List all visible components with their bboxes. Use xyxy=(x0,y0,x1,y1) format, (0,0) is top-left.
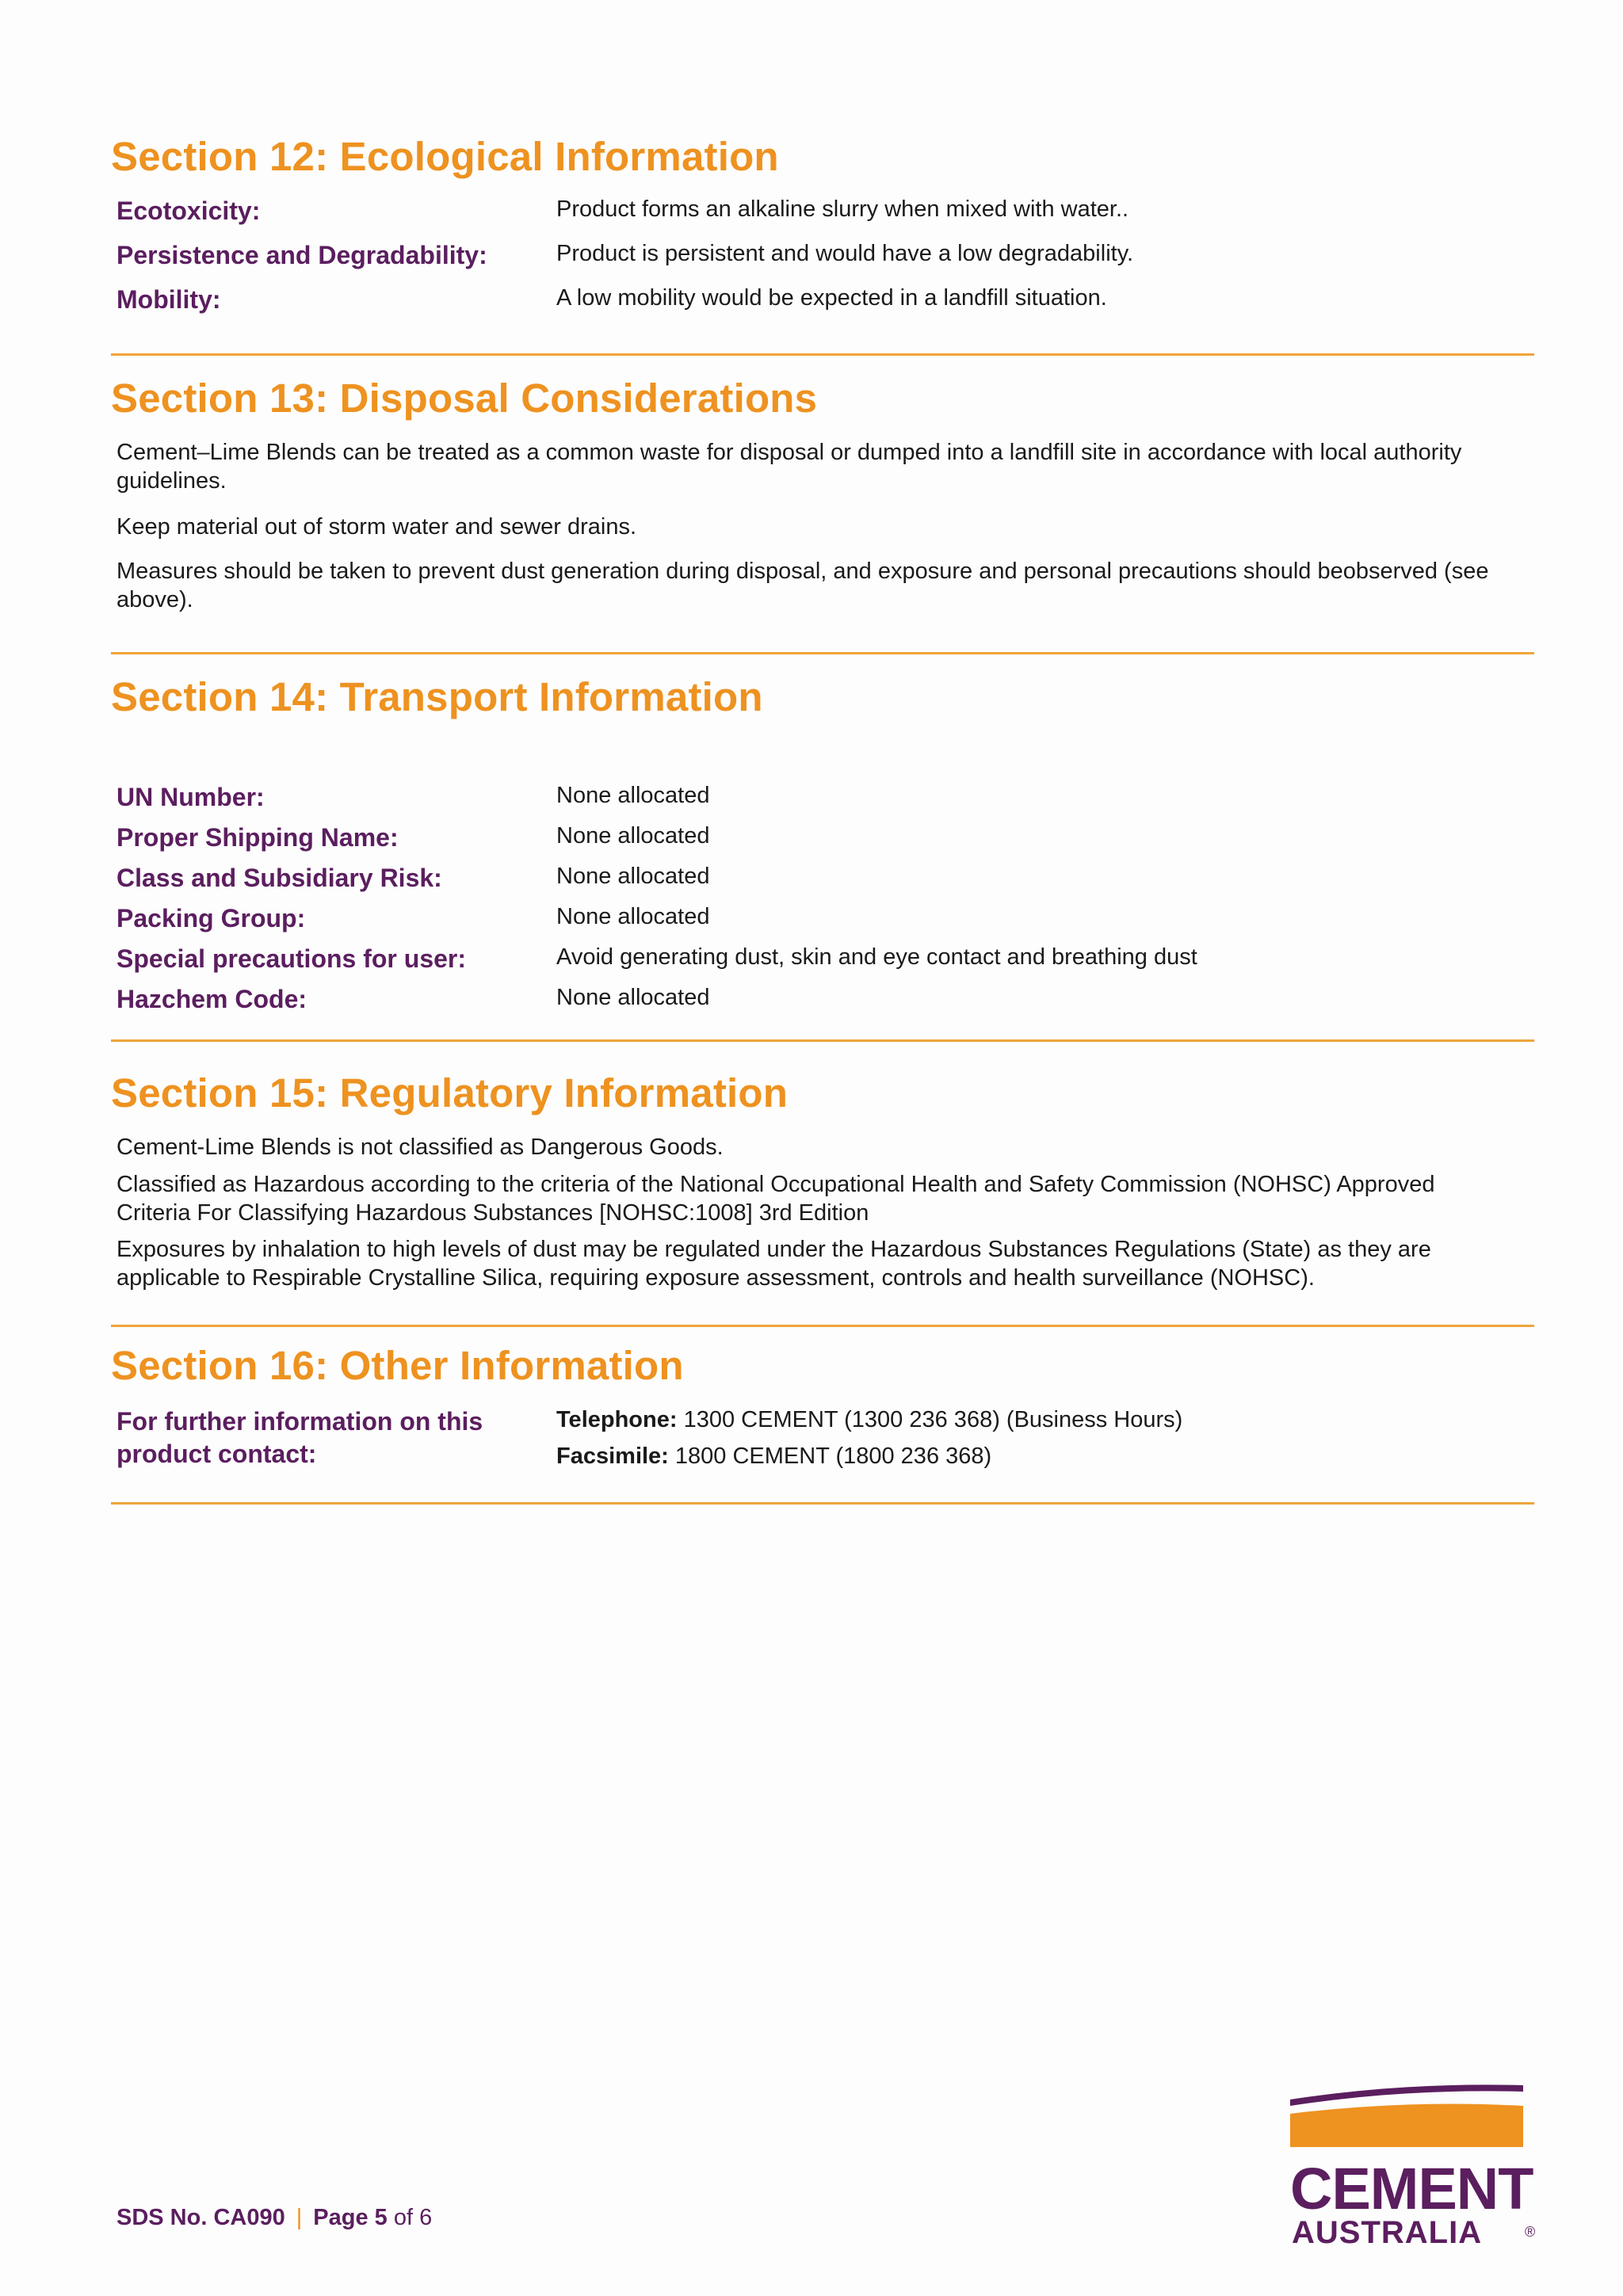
mobility-value: A low mobility would be expected in a landfill situation. xyxy=(556,285,1107,311)
shipping-name-label: Proper Shipping Name: xyxy=(116,823,399,852)
disposal-paragraph-3: Measures should be taken to prevent dust generation during disposal, and exposure and personal precautions should beobserved (see above). xyxy=(116,559,1489,612)
mobility-label: Mobility: xyxy=(116,285,221,314)
ecotoxicity-value: Product forms an alkaline slurry when mixed with water.. xyxy=(556,196,1129,222)
un-number-value: None allocated xyxy=(556,783,710,808)
section-12-title: Section 12: Ecological Information xyxy=(111,134,779,179)
section-divider xyxy=(111,1039,1534,1042)
section-divider xyxy=(111,652,1534,654)
section-15 xyxy=(111,1070,1534,1291)
section-divider xyxy=(111,1325,1534,1327)
disposal-paragraph-1: Cement–Lime Blends can be treated as a common waste for disposal or dumped into a landfill site in accordance with local authority guidelines. xyxy=(116,440,1462,494)
packing-group-value: None allocated xyxy=(556,904,710,929)
facsimile-label: Facsimile: xyxy=(556,1444,669,1469)
class-risk-label: Class and Subsidiary Risk: xyxy=(116,864,442,892)
section-16 xyxy=(111,1342,1534,1469)
persistence-value: Product is persistent and would have a low degradability. xyxy=(556,241,1134,266)
packing-group-label: Packing Group: xyxy=(116,904,306,933)
contact-label: For further information on this product contact: xyxy=(116,1407,483,1468)
logo-australia: AUSTRALIA xyxy=(1292,2215,1483,2250)
hazchem-value: None allocated xyxy=(556,985,710,1010)
persistence-label: Persistence and Degradability: xyxy=(116,241,487,269)
regulatory-paragraph-3: Exposures by inhalation to high levels of dust may be regulated under the Hazardous Substances Regulations (State) as they are applicable to Respirable Crystalline Silica, requiring exposure assessment, controls and health surveillance (NOHSC). xyxy=(116,1237,1431,1291)
telephone-value: 1300 CEMENT (1300 236 368) (Business Hours) xyxy=(683,1407,1183,1432)
page-number: Page 5 xyxy=(313,2205,388,2230)
logo-swoosh-icon xyxy=(1285,2082,1547,2161)
section-divider xyxy=(111,353,1534,356)
section-divider xyxy=(111,1502,1534,1505)
disposal-paragraph-2: Keep material out of storm water and sewer drains. xyxy=(116,514,637,540)
telephone-line xyxy=(556,1407,1182,1433)
logo-registered: ® xyxy=(1525,2224,1536,2240)
regulatory-paragraph-2: Classified as Hazardous according to the criteria of the National Occupational Health and Safety Commission (NOHSC) Approved Criteria For Classifying Hazardous Substances [NOHSC:1008] 3rd Edition xyxy=(116,1172,1435,1226)
hazchem-label: Hazchem Code: xyxy=(116,985,307,1013)
logo-cement: CEMENT xyxy=(1290,2156,1533,2222)
section-15-title: Section 15: Regulatory Information xyxy=(111,1070,789,1116)
section-12 xyxy=(111,133,1534,314)
ecotoxicity-label: Ecotoxicity: xyxy=(116,196,261,225)
sds-number: SDS No. CA090 xyxy=(116,2205,285,2230)
page-total: of 6 xyxy=(393,2205,433,2230)
section-16-title: Section 16: Other Information xyxy=(111,1343,684,1388)
special-precautions-label: Special precautions for user: xyxy=(116,944,467,973)
un-number-label: UN Number: xyxy=(116,783,265,811)
telephone-label: Telephone: xyxy=(556,1407,678,1432)
section-13 xyxy=(111,375,1534,612)
section-13-title: Section 13: Disposal Considerations xyxy=(111,376,818,421)
class-risk-value: None allocated xyxy=(556,864,710,889)
special-precautions-value: Avoid generating dust, skin and eye contact and breathing dust xyxy=(556,944,1197,970)
regulatory-paragraph-1: Cement-Lime Blends is not classified as Dangerous Goods. xyxy=(116,1135,724,1160)
facsimile-value: 1800 CEMENT (1800 236 368) xyxy=(674,1444,992,1469)
section-14 xyxy=(111,673,1534,1013)
shipping-name-value: None allocated xyxy=(556,823,710,849)
cement-australia-logo xyxy=(1285,2082,1547,2248)
section-14-title: Section 14: Transport Information xyxy=(111,674,763,719)
footer xyxy=(116,2205,432,2231)
footer-separator: | xyxy=(296,2205,303,2230)
facsimile-line xyxy=(556,1444,991,1470)
